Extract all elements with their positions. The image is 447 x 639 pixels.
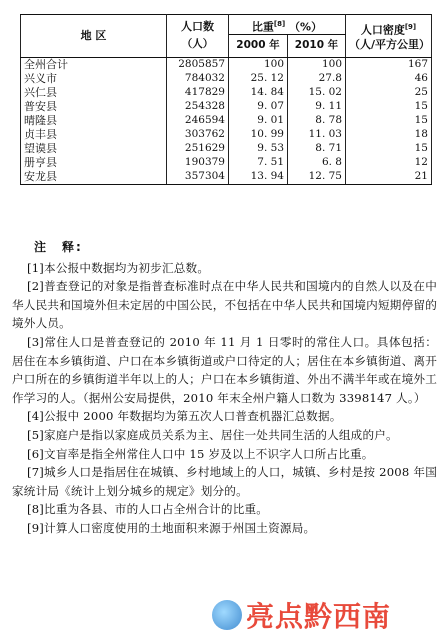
- header-ratio-footnote: [8]: [273, 20, 286, 28]
- cell-ratio-2010: 9. 11: [288, 100, 346, 114]
- cell-ratio-2000: 100: [229, 57, 288, 72]
- note-item: [9]计算人口密度使用的土地面积来源于州国土资源局。: [27, 520, 316, 535]
- cell-population: 303762: [167, 128, 229, 142]
- header-density-footnote: [9]: [404, 22, 417, 31]
- cell-region: 兴仁县: [21, 86, 167, 100]
- cell-ratio-2010: 12. 75: [288, 170, 346, 185]
- header-population: 人口数: [167, 15, 229, 35]
- cell-region: 全州合计: [21, 57, 167, 72]
- cell-ratio-2000: 14. 84: [229, 86, 288, 100]
- note-item: [5]家庭户是指以家庭成员关系为主、居住一处共同生活的人组成的户。: [27, 427, 398, 442]
- cell-density: 15: [346, 100, 432, 114]
- notes-heading: 注 释:: [34, 240, 83, 254]
- cell-population: 190379: [167, 156, 229, 170]
- notes-list: [12, 259, 437, 538]
- population-table: [20, 14, 432, 185]
- cell-region: 普安县: [21, 100, 167, 114]
- cell-density: 12: [346, 156, 432, 170]
- note-item: [7]城乡人口是指居住在城镇、乡村地域上的人口，城镇、乡村是按 2008 年国家统计局《统计上划分城乡的规定》划分的。: [12, 465, 437, 498]
- note-item: [8]比重为各县、市的人口占全州合计的比重。: [27, 502, 269, 517]
- cell-region: 兴义市: [21, 72, 167, 86]
- cell-population: 246594: [167, 114, 229, 128]
- cell-population: 254328: [167, 100, 229, 114]
- header-density-unit: （人/平方公里）: [349, 38, 431, 52]
- cell-ratio-2000: 9. 01: [229, 114, 288, 128]
- cell-density: 15: [346, 114, 432, 128]
- table-row: [21, 57, 432, 72]
- table-body: [21, 57, 432, 184]
- watermark-text: 亮点黔西南: [246, 600, 392, 633]
- table-row: [21, 100, 432, 114]
- header-density: [346, 15, 432, 58]
- note-item: [1]本公报中数据均为初步汇总数。: [27, 260, 210, 275]
- table-row: [21, 170, 432, 185]
- note-item: [6]文盲率是指全州常住人口中 15 岁及以上不识字人口所占比重。: [27, 446, 374, 461]
- cell-ratio-2000: 7. 51: [229, 156, 288, 170]
- header-ratio-label: 比重: [251, 20, 274, 34]
- table-row: [21, 156, 432, 170]
- cell-ratio-2010: 27.8: [288, 72, 346, 86]
- cell-population: 2805857: [167, 57, 229, 72]
- watermark: [212, 594, 442, 636]
- notes-section: [12, 238, 437, 538]
- cell-density: 18: [346, 128, 432, 142]
- table-row: [21, 86, 432, 100]
- cell-density: 25: [346, 86, 432, 100]
- cell-region: 晴隆县: [21, 114, 167, 128]
- table-row: [21, 128, 432, 142]
- cell-population: 784032: [167, 72, 229, 86]
- header-region: 地 区: [21, 15, 167, 58]
- note-item: [4]公报中 2000 年数据均为第五次人口普查机器汇总数据。: [27, 409, 342, 424]
- table-row: [21, 114, 432, 128]
- header-ratio-unit: （%）: [289, 20, 323, 34]
- cell-population: 417829: [167, 86, 229, 100]
- cell-population: 251629: [167, 142, 229, 156]
- cell-ratio-2010: 6. 8: [288, 156, 346, 170]
- cell-density: 167: [346, 57, 432, 72]
- cell-ratio-2010: 8. 78: [288, 114, 346, 128]
- cell-region: 册亨县: [21, 156, 167, 170]
- cell-ratio-2010: 100: [288, 57, 346, 72]
- cell-density: 46: [346, 72, 432, 86]
- cell-density: 15: [346, 142, 432, 156]
- cell-density: 21: [346, 170, 432, 185]
- cell-ratio-2000: 9. 07: [229, 100, 288, 114]
- cell-ratio-2000: 13. 94: [229, 170, 288, 185]
- note-item: [2]普查登记的对象是指普查标准时点在中华人民共和国境内的自然人以及在中华人民共和国境外但未定居的中国公民，不包括在中华人民共和国境内短期停留的境外人员。: [12, 279, 437, 331]
- cell-region: 望谟县: [21, 142, 167, 156]
- cell-ratio-2000: 25. 12: [229, 72, 288, 86]
- cell-ratio-2010: 11. 03: [288, 128, 346, 142]
- note-item: [3]常住人口是普查登记的 2010 年 11 月 1 日零时的常住人口。具体包括：居住在本乡镇街道、户口在本乡镇街道或户口待定的人；居住在本乡镇街道、离开户口所在的乡镇街道半年以上的人；户口在本乡镇街道、外出不满半年或在境外工作学习的人。（据州公安局提供，2010 年末全州户籍人口数为 3398147 人。）: [12, 334, 437, 405]
- header-ratio: [229, 15, 346, 35]
- cell-ratio-2000: 9. 53: [229, 142, 288, 156]
- table-row: [21, 142, 432, 156]
- cell-region: 贞丰县: [21, 128, 167, 142]
- header-year-2000: 2000 年: [229, 34, 288, 57]
- cell-population: 357304: [167, 170, 229, 185]
- cell-region: 安龙县: [21, 170, 167, 185]
- cell-ratio-2000: 10. 99: [229, 128, 288, 142]
- cell-ratio-2010: 15. 02: [288, 86, 346, 100]
- cell-ratio-2010: 8. 71: [288, 142, 346, 156]
- header-density-label: 人口密度: [360, 23, 405, 37]
- watermark-logo-icon: [212, 600, 242, 630]
- header-year-2010: 2010 年: [288, 34, 346, 57]
- header-population-unit: （人）: [167, 34, 229, 57]
- table-row: [21, 72, 432, 86]
